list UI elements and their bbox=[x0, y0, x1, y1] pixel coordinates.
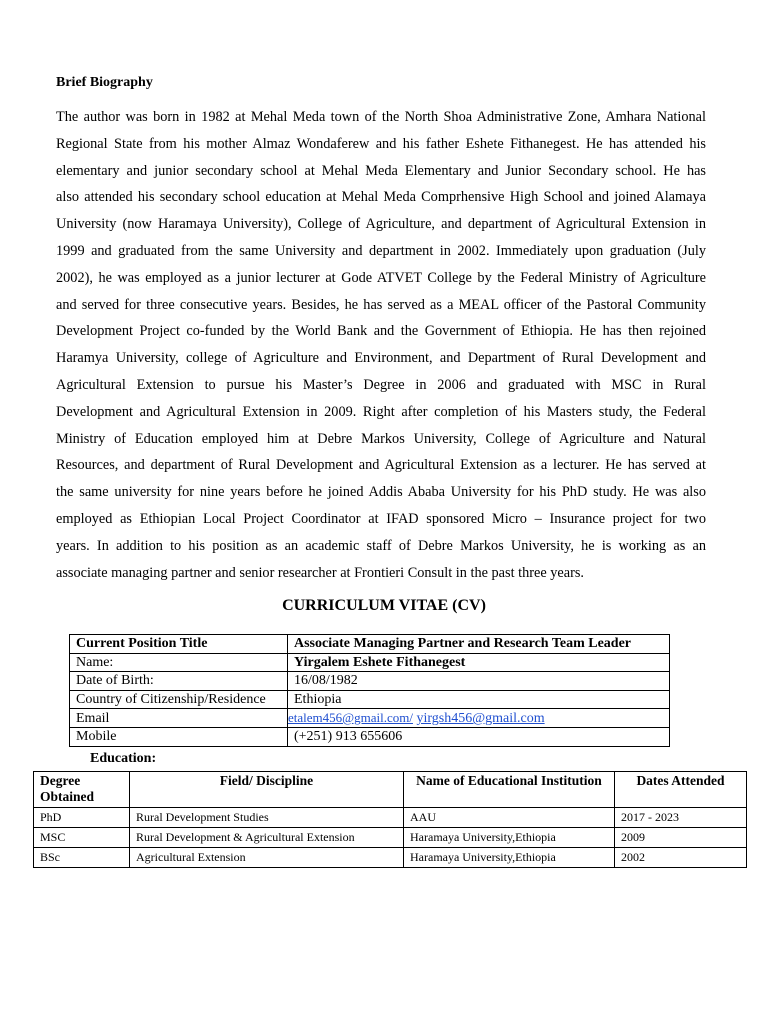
date-of-birth-value: 16/08/1982 bbox=[288, 672, 670, 691]
field-cell: Rural Development Studies bbox=[130, 808, 404, 828]
biography-line: 1999 and graduated from the same University and department in 2002. Immediately upon graduation (July bbox=[56, 242, 706, 259]
table-row bbox=[70, 653, 670, 672]
name-value: Yirgalem Eshete Fithanegest bbox=[288, 653, 670, 672]
dates-cell: 2002 bbox=[615, 848, 747, 868]
dates-column-header: Dates Attended bbox=[615, 772, 747, 808]
biography-line: Regional State from his mother Almaz Wondaferew and his father Eshete Fithanegest. He has attended his bbox=[56, 135, 706, 152]
institution-column-header: Name of Educational Institution bbox=[404, 772, 615, 808]
biography-line: 2002), he was employed as a junior lecturer at Gode ATVET College by the Federal Ministry of Agriculture bbox=[56, 269, 706, 286]
biography-line: the same university for nine years before he joined Addis Ababa University for his PhD study. He was also bbox=[56, 484, 706, 501]
dates-cell: 2017 - 2023 bbox=[615, 808, 747, 828]
degree-cell: PhD bbox=[34, 808, 130, 828]
biography-line: Resources, and department of Rural Development and Agricultural Extension as a lecturer. He has served at bbox=[56, 457, 706, 474]
dates-cell: 2009 bbox=[615, 828, 747, 848]
table-row bbox=[70, 690, 670, 709]
biography-line: Agricultural Extension to pursue his Master’s Degree in 2006 and graduated with MSC in Rural bbox=[56, 376, 706, 393]
degree-cell: BSc bbox=[34, 848, 130, 868]
biography-line: also attended his secondary school education at Mehal Meda Comprhensive High School and joined Alamaya bbox=[56, 189, 706, 206]
personal-info-table bbox=[69, 634, 670, 747]
education-table bbox=[33, 771, 747, 868]
table-row bbox=[70, 728, 670, 747]
table-row bbox=[70, 709, 670, 728]
mobile-label: Mobile bbox=[70, 728, 288, 747]
biography-line: University (now Haramaya University), College of Agriculture, and department of Agricultural Extension in bbox=[56, 216, 706, 233]
biography-line: years. In addition to his position as an academic staff of Debre Markos University, he is working as an bbox=[56, 537, 706, 554]
mobile-value: (+251) 913 655606 bbox=[288, 728, 670, 747]
biography-line: employed as Ethiopian Local Project Coordinator at IFAD sponsored Micro – Insurance project for two bbox=[56, 510, 706, 527]
name-label: Name: bbox=[70, 653, 288, 672]
biography-line: elementary and junior secondary school at Mehal Meda Elementary and Junior Secondary school. He has bbox=[56, 162, 706, 179]
cv-title: CURRICULUM VITAE (CV) bbox=[282, 597, 486, 614]
field-cell: Agricultural Extension bbox=[130, 848, 404, 868]
institution-cell: Haramaya University,Ethiopia bbox=[404, 828, 615, 848]
citizenship-value: Ethiopia bbox=[288, 690, 670, 709]
education-heading: Education: bbox=[90, 751, 157, 766]
degree-cell: MSC bbox=[34, 828, 130, 848]
citizenship-label: Country of Citizenship/Residence bbox=[70, 690, 288, 709]
email-value bbox=[288, 709, 670, 728]
email-link-primary[interactable]: etalem456@gmail.com/ bbox=[288, 710, 413, 725]
field-cell: Rural Development & Agricultural Extension bbox=[130, 828, 404, 848]
institution-cell: Haramaya University,Ethiopia bbox=[404, 848, 615, 868]
date-of-birth-label: Date of Birth: bbox=[70, 672, 288, 691]
email-label: Email bbox=[70, 709, 288, 728]
biography-paragraph bbox=[56, 104, 706, 586]
biography-line: Development and Agricultural Extension in 2009. Right after completion of his Masters study, the Federal bbox=[56, 403, 706, 420]
table-row bbox=[34, 808, 747, 828]
biography-line: Development Project co-funded by the World Bank and the Government of Ethiopia. He has then rejoined bbox=[56, 323, 706, 340]
current-position-label: Current Position Title bbox=[70, 635, 288, 654]
biography-heading: Brief Biography bbox=[56, 75, 153, 90]
degree-column-header: Degree Obtained bbox=[34, 772, 130, 808]
institution-cell: AAU bbox=[404, 808, 615, 828]
biography-line: Haramya University, college of Agriculture and Environment, and Department of Rural Development and bbox=[56, 350, 706, 367]
biography-line: associate managing partner and senior researcher at Frontieri Consult in the past three years. bbox=[56, 564, 585, 581]
field-column-header: Field/ Discipline bbox=[130, 772, 404, 808]
biography-line: Ministry of Education employed him at Debre Markos University, College of Agriculture and Natural bbox=[56, 430, 706, 447]
table-row bbox=[34, 828, 747, 848]
biography-line: The author was born in 1982 at Mehal Meda town of the North Shoa Administrative Zone, Amhara National bbox=[56, 109, 706, 125]
current-position-value: Associate Managing Partner and Research Team Leader bbox=[288, 635, 670, 654]
table-row bbox=[70, 672, 670, 691]
email-link-secondary[interactable]: yirgsh456@gmail.com bbox=[416, 711, 545, 726]
table-header-row bbox=[34, 772, 747, 808]
biography-line: and served for three consecutive years. Besides, he has served as a MEAL officer of the Pastoral Community bbox=[56, 296, 706, 313]
table-row bbox=[70, 635, 670, 654]
table-row bbox=[34, 848, 747, 868]
